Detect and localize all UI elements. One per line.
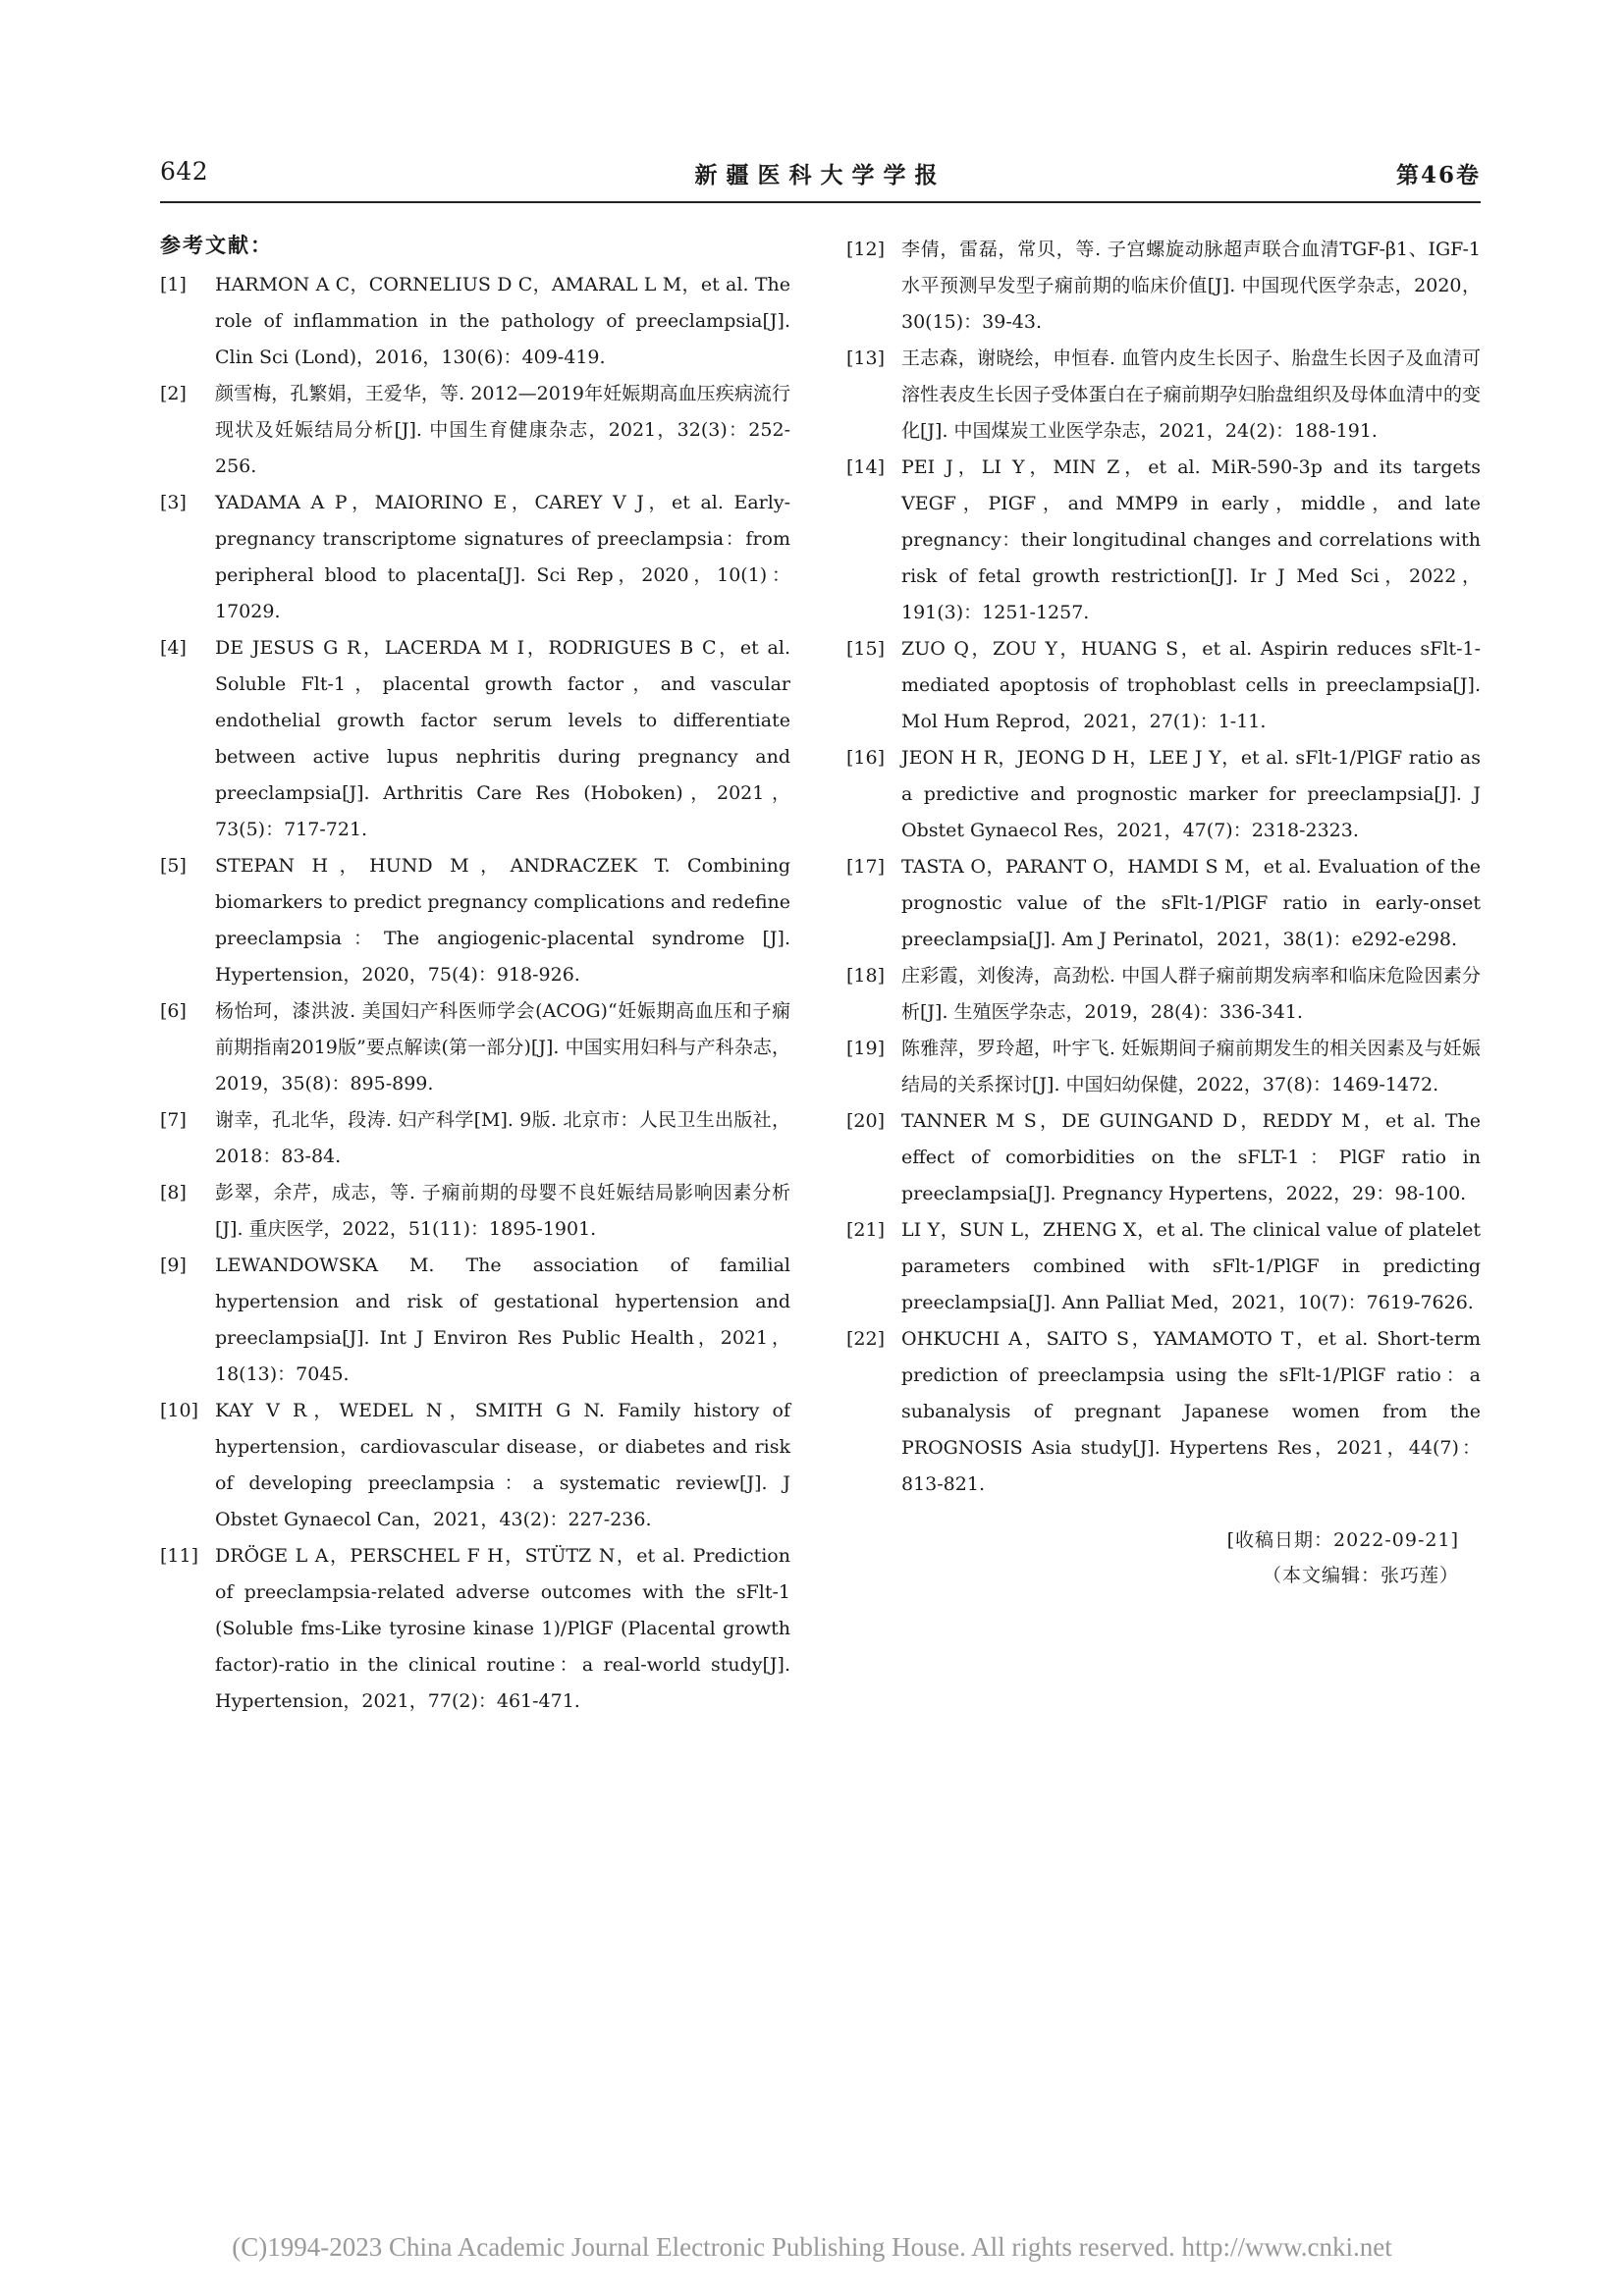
reference-number: [16] [846, 747, 886, 769]
reference-text: 颜雪梅，孔繁娟，王爱华，等. 2012—2019年妊娠期高血压疾病流行现状及妊娠结局分析[J]. 中国生育健康杂志，2021，32(3)：252-256. [215, 383, 790, 477]
reference-item [846, 849, 1481, 958]
reference-number: [22] [846, 1328, 886, 1350]
reference-item [846, 740, 1481, 849]
reference-text: DE JESUS G R，LACERDA M I，RODRIGUES B C，et al. Soluble Flt-1，placental growth factor，and vascular endothelial growth factor serum levels to differentiate between active lupus nephritis during pregnancy and preeclampsia[J]. Arthritis Care Res (Hoboken)，2021，73(5)：717-721. [215, 637, 790, 840]
reference-item [846, 1321, 1481, 1503]
reference-text: 彭翠，余芹，成志，等. 子痫前期的母婴不良妊娠结局影响因素分析[J]. 重庆医学，2022，51(11)：1895-1901. [215, 1182, 790, 1240]
reference-number: [15] [846, 638, 886, 660]
references-heading: 参考文献： [160, 233, 273, 257]
reference-item [846, 341, 1481, 450]
reference-text: HARMON A C，CORNELIUS D C，AMARAL L M，et al. The role of inflammation in the pathology of preeclampsia[J]. Clin Sci (Lond)，2016，130(6)：409-419. [215, 274, 790, 368]
reference-number: [4] [160, 637, 187, 659]
references-left-column [160, 232, 790, 1720]
reference-text: ZUO Q，ZOU Y，HUANG S，et al. Aspirin reduces sFlt-1-mediated apoptosis of trophoblast cells in preeclampsia[J]. Mol Hum Reprod，2021，27(1)：1-11. [901, 638, 1481, 732]
reference-text: OHKUCHI A，SAITO S，YAMAMOTO T，et al. Short-term prediction of preeclampsia using the sFlt-1/PlGF ratio：a subanalysis of pregnant Japanese women from the PROGNOSIS Asia study[J]. Hypertens Res，2021，44(7)：813-821. [901, 1328, 1481, 1495]
reference-text: 李倩，雷磊，常贝，等. 子宫螺旋动脉超声联合血清TGF-β1、IGF-1水平预测早发型子痫前期的临床价值[J]. 中国现代医学杂志，2020，30(15)：39-43. [901, 239, 1481, 333]
reference-number: [7] [160, 1109, 187, 1131]
reference-item [160, 267, 790, 376]
reference-number: [19] [846, 1038, 886, 1059]
reference-item [160, 1175, 790, 1248]
running-header [160, 157, 1481, 200]
reference-list-right [846, 232, 1481, 1503]
reference-number: [14] [846, 456, 886, 478]
reference-number: [3] [160, 492, 187, 513]
reference-text: LEWANDOWSKA M. The association of familial hypertension and risk of gestational hypertension and preeclampsia[J]. Int J Environ Res Public Health，2021，18(13)：7045. [215, 1255, 790, 1385]
reference-list-left [160, 267, 790, 1720]
reference-item [846, 450, 1481, 631]
reference-item [846, 631, 1481, 740]
reference-item [160, 1538, 790, 1720]
editor-note: （本文编辑：张巧莲） [1262, 1565, 1459, 1586]
reference-item [160, 376, 790, 485]
reference-item [160, 993, 790, 1102]
header-rule [160, 201, 1481, 203]
reference-text: 庄彩霞，刘俊涛，高劲松. 中国人群子痫前期发病率和临床危险因素分析[J]. 生殖医学杂志，2019，28(4)：336-341. [901, 965, 1481, 1023]
volume-label: 第46卷 [1395, 162, 1481, 188]
reference-text: KAY V R，WEDEL N，SMITH G N. Family history of hypertension，cardiovascular disease，or diabetes and risk of developing preeclampsia：a systematic review[J]. J Obstet Gynaecol Can，2021，43(2)：227-236. [215, 1400, 790, 1530]
reference-item [846, 1212, 1481, 1321]
reference-number: [17] [846, 856, 886, 878]
reference-text: DRÖGE L A，PERSCHEL F H，STÜTZ N，et al. Prediction of preeclampsia-related adverse outcomes with the sFlt-1 (Soluble fms-Like tyrosine kinase 1)/PlGF (Placental growth factor)-ratio in the clinical routine：a real-world study[J]. Hypertension，2021，77(2)：461-471. [215, 1545, 790, 1712]
reference-item [160, 1102, 790, 1175]
reference-number: [11] [160, 1545, 199, 1567]
reference-text: STEPAN H，HUND M，ANDRACZEK T. Combining biomarkers to predict pregnancy complications and redefine preeclampsia：The angiogenic-placental syndrome [J]. Hypertension，2020，75(4)：918-926. [215, 855, 790, 986]
reference-text: JEON H R，JEONG D H，LEE J Y，et al. sFlt-1/PlGF ratio as a predictive and prognostic marker for preeclampsia[J]. J Obstet Gynaecol Res，2021，47(7)：2318-2323. [901, 747, 1481, 841]
reference-number: [9] [160, 1255, 187, 1276]
reference-text: PEI J，LI Y，MIN Z，et al. MiR-590-3p and its targets VEGF，PIGF，and MMP9 in early，middle，and late pregnancy：their longitudinal changes and correlations with risk of fetal growth restriction[J]. Ir J Med Sci，2022，191(3)：1251-1257. [901, 456, 1481, 623]
reference-number: [5] [160, 855, 187, 877]
reference-text: 陈雅萍，罗玲超，叶宇飞. 妊娠期间子痫前期发生的相关因素及与妊娠结局的关系探讨[J]. 中国妇幼保健，2022，37(8)：1469-1472. [901, 1038, 1481, 1095]
received-date: [收稿日期：2022-09-21] [1226, 1529, 1459, 1551]
reference-number: [8] [160, 1182, 187, 1203]
reference-item [160, 1248, 790, 1393]
reference-item [846, 1031, 1481, 1103]
reference-item [846, 1103, 1481, 1212]
reference-text: 杨怡珂，漆洪波. 美国妇产科医师学会(ACOG)“妊娠期高血压和子痫前期指南2019版”要点解读(第一部分)[J]. 中国实用妇科与产科杂志，2019，35(8)：895-899. [215, 1000, 790, 1095]
references-right-column [846, 232, 1481, 1593]
reference-text: 谢幸，孔北华，段涛. 妇产科学[M]. 9版. 北京市：人民卫生出版社，2018：83-84. [215, 1109, 790, 1167]
reference-item [160, 630, 790, 848]
reference-number: [20] [846, 1110, 886, 1132]
reference-item [846, 958, 1481, 1031]
reference-item [160, 485, 790, 630]
reference-text: TANNER M S，DE GUINGAND D，REDDY M，et al. The effect of comorbidities on the sFLT-1：PlGF ratio in preeclampsia[J]. Pregnancy Hypertens，2022，29：98-100. [901, 1110, 1481, 1204]
reference-text: LI Y，SUN L，ZHENG X，et al. The clinical value of platelet parameters combined with sFlt-1/PlGF in predicting preeclampsia[J]. Ann Palliat Med，2021，10(7)：7619-7626. [901, 1219, 1481, 1313]
reference-number: [18] [846, 965, 886, 987]
reference-number: [13] [846, 347, 886, 369]
journal-title: 新疆医科大学学报 [694, 162, 947, 188]
reference-text: YADAMA A P，MAIORINO E，CAREY V J，et al. Early-pregnancy transcriptome signatures of preeclampsia：from peripheral blood to placenta[J]. Sci Rep，2020，10(1)：17029. [215, 492, 790, 622]
reference-number: [21] [846, 1219, 886, 1241]
reference-item [846, 232, 1481, 341]
reference-number: [1] [160, 274, 187, 295]
reference-text: 王志森，谢晓绘，申恒春. 血管内皮生长因子、胎盘生长因子及血清可溶性表皮生长因子受体蛋白在子痫前期孕妇胎盘组织及母体血清中的变化[J]. 中国煤炭工业医学杂志，2021，24(2)：188-191. [901, 347, 1481, 442]
reference-number: [6] [160, 1000, 187, 1022]
reference-number: [2] [160, 383, 187, 404]
reference-number: [10] [160, 1400, 199, 1421]
copyright-footer: (C)1994-2023 China Academic Journal Electronic Publishing House. All rights reserved. http://www.cnki.net [232, 2232, 1392, 2262]
reference-item [160, 1393, 790, 1538]
page-number: 642 [160, 157, 209, 186]
reference-text: TASTA O，PARANT O，HAMDI S M，et al. Evaluation of the prognostic value of the sFlt-1/PlGF ratio in early-onset preeclampsia[J]. Am J Perinatol，2021，38(1)：e292-e298. [901, 856, 1481, 950]
reference-number: [12] [846, 239, 886, 260]
reference-item [160, 848, 790, 993]
